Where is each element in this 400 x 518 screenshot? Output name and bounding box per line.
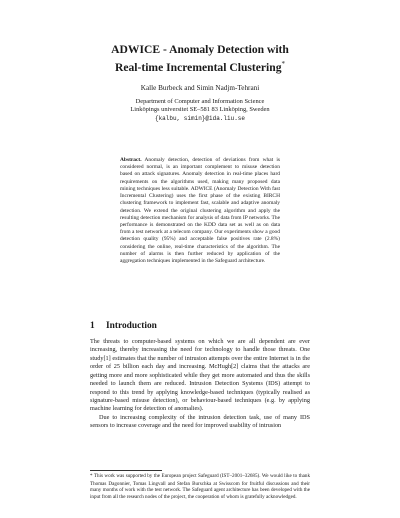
title-line-2-text: Real-time Incremental Clustering — [114, 60, 282, 74]
affiliation-department: Department of Computer and Information Science — [135, 98, 265, 105]
affiliation — [0, 98, 400, 123]
title-footnote-mark: * — [281, 60, 286, 68]
introduction-paragraph-2: Due to increasing complexity of the intrusion detection task, use of many IDS sensors to increase coverage and the need for improved usability of intrusion — [90, 413, 310, 430]
title-line-2 — [0, 57, 400, 75]
title-line-1: ADWICE - Anomaly Detection with — [111, 43, 289, 56]
footnote-divider — [90, 470, 162, 471]
authors: Kalle Burbeck and Simin Nadjm-Tehrani — [140, 84, 260, 92]
abstract — [120, 157, 280, 265]
author-emails: {kalbu, simin}@ida.liu.se — [154, 114, 245, 122]
paper-title — [0, 42, 400, 75]
section-title: Introduction — [106, 321, 157, 331]
footnote — [90, 473, 310, 500]
footnote-text: This work was supported by the European project Safeguard (IST–2001–32685). We would like to thank Thomas Dagonnier, Tomas Lingvall and Stefan Burschka at Swisscom for fruitful discussions and their many months of work with the test network. The Safeguard agent architecture has been developed with the input from all the research nodes of the project, the cooperation of whom is gratefully acknowledged. — [90, 473, 310, 500]
introduction-body — [90, 338, 310, 431]
section-heading-introduction — [90, 321, 157, 331]
abstract-label: Abstract. — [120, 157, 142, 163]
abstract-text: Anomaly detection, detection of deviations from what is considered normal, is an important complement to misuse detection based on attack signatures. Anomaly detection in real-time places hard requirements on the algorithms used, making many proposed data mining techniques less suitable. ADWICE (Anomaly Detection With fast Incremental Clustering) uses the first phase of the existing BIRCH clustering framework to implement fast, scalable and adaptive anomaly detection. We extend the original clustering algorithm and apply the resulting detection mechanism for analysis of data from IP networks. The performance is demonstrated on the KDD data set as well as on data from a test network at a telecom company. Our experiments show a good detection quality (95%) and acceptable false positives rate (2.8%) considering the online, real-time characteristics of the algorithm. The number of alarms is then further reduced by application of the aggregation techniques implemented in the Safeguard architecture. — [120, 157, 280, 265]
footnote-mark: * — [90, 474, 93, 479]
affiliation-university: Linköpings universitet SE–581 83 Linköping, Sweden — [130, 106, 270, 114]
section-number: 1 — [90, 321, 95, 331]
introduction-paragraph-1: The threats to computer-based systems on which we are all dependent are ever increasing, thereby increasing the need for technology to handle those threats. One study[1] estimates that the number of intrusion attempts over the entire Internet is in the order of 25 billion each day and increasing. McHugh[2] claims that the attacks are getting more and more sophisticated while they get more automated and thus the skills needed to launch them are reduced. Intrusion Detection Systems (IDS) attempt to respond to this trend by applying knowledge-based techniques (typically realised as signature-based misuse detection), or behaviour-based techniques (e.g. by applying machine learning for detection of anomalies). — [90, 338, 310, 413]
